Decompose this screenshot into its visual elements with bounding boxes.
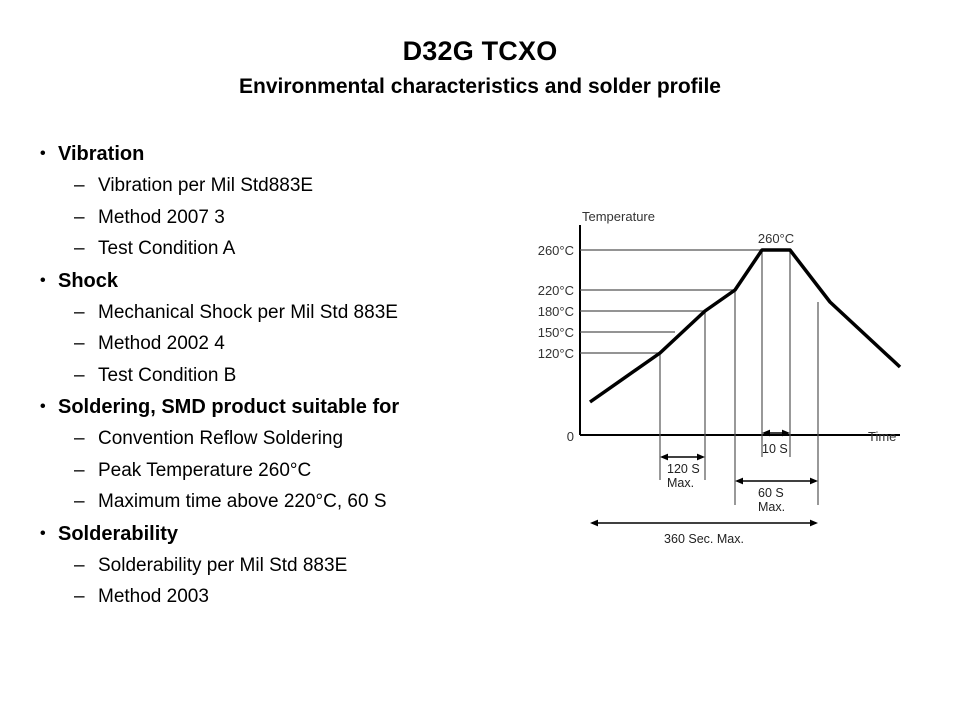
above220-annotation-line2: Max. [758, 500, 786, 514]
title-block [0, 0, 960, 99]
bullet-item: – Maximum time above 220°C, 60 S [36, 488, 506, 516]
reflow-profile-curve [590, 250, 900, 402]
y-tick-label: 150°C [537, 325, 574, 340]
bullet-item: – Peak Temperature 260°C [36, 457, 506, 485]
preheat-annotation-line2: Max. [667, 476, 695, 490]
preheat-annotation-line1: 120 S [667, 462, 700, 476]
peak-dwell-annotation-line1: 10 S [762, 442, 788, 456]
bullet-item: – Mechanical Shock per Mil Std 883E [36, 299, 506, 327]
bullet-item: • Solderability [36, 520, 506, 549]
total-time-arrow-head-right [810, 520, 818, 527]
y-axis-label: Temperature [582, 209, 655, 224]
y-tick-label: 120°C [537, 346, 574, 361]
y-tick-label: 260°C [537, 243, 574, 258]
total-time-annotation: 360 Sec. Max. [664, 532, 744, 546]
bullet-item: – Method 2007 3 [36, 204, 506, 232]
total-time-arrow-head-left [590, 520, 598, 527]
bullet-content [36, 140, 506, 615]
y-tick-label: 220°C [537, 283, 574, 298]
bullet-item: – Solderability per Mil Std 883E [36, 552, 506, 580]
bullet-list [36, 140, 506, 611]
bullet-item: • Soldering, SMD product suitable for [36, 393, 506, 422]
x-axis-label: Time [868, 429, 897, 444]
peak-temperature-label: 260°C [757, 231, 795, 246]
y-tick-label: 0 [566, 429, 574, 444]
bullet-item: – Test Condition A [36, 235, 506, 263]
preheat-arrow-head-right [697, 454, 705, 461]
bullet-item: • Shock [36, 267, 506, 296]
bullet-item: – Method 2002 4 [36, 330, 506, 358]
preheat-arrow-head-left [660, 454, 668, 461]
page-title: D32G TCXO [402, 36, 558, 66]
above220-arrow-head-right [810, 478, 818, 485]
solder-profile-figure [500, 205, 940, 565]
y-tick-label: 180°C [537, 304, 574, 319]
bullet-item: – Vibration per Mil Std883E [36, 172, 506, 200]
bullet-item: – Convention Reflow Soldering [36, 425, 506, 453]
bullet-item: – Method 2003 [36, 583, 506, 611]
bullet-item: • Vibration [36, 140, 506, 169]
above220-annotation-line1: 60 S [758, 486, 784, 500]
page-subtitle: Environmental characteristics and solder profile [239, 75, 721, 99]
bullet-item: – Test Condition B [36, 362, 506, 390]
above220-arrow-head-left [735, 478, 743, 485]
